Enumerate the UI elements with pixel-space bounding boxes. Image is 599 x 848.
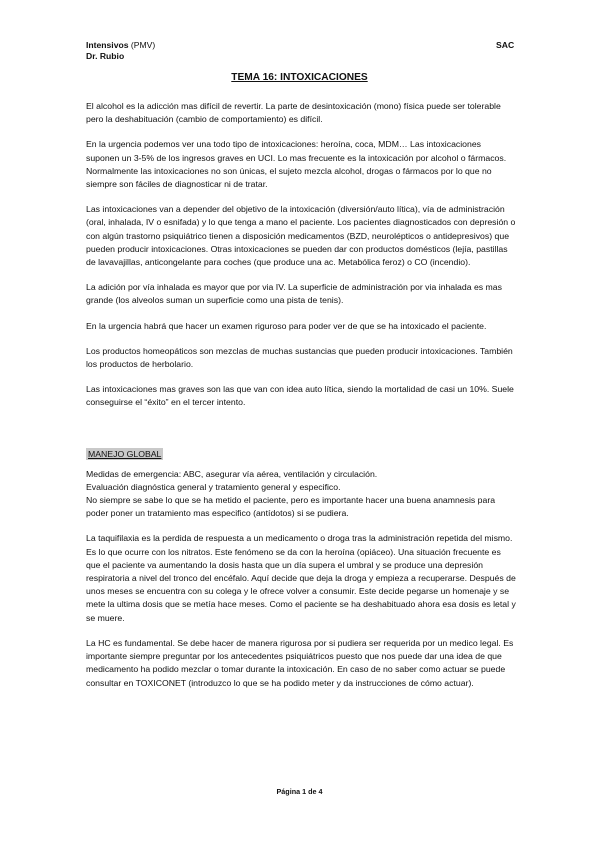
paragraph: La taquifilaxia es la perdida de respuesta a un medicamento o droga tras la administración repetida del mismo. Es lo que ocurre con los nitratos. Este fenómeno se da con la heroína (opiáceo). Una situación frecuente es que el paciente va aumentando la dosis hasta que un día supera el umbral y se produce una depresión respiratoria a nivel del tronco del encéfalo. Aquí decide que deja la droga y empieza a recuperarse. Después de unos meses se encuentra con su colega y le ofrece volver a consumir. Este decide pegarse un homenaje y se mete la ultima dosis que se metía hace meses. Como el paciente se ha deshabituado ahora esa dosis es letal y se muere. — [86, 533, 516, 623]
course-line — [86, 40, 155, 51]
course-name: Intensivos — [86, 40, 129, 50]
paragraph: Los productos homeopáticos son mezclas de muchas sustancias que pueden producir intoxicaciones. También los productos de herbolario. — [86, 345, 513, 370]
paragraph: Las intoxicaciones mas graves son las que van con idea auto lítica, siendo la mortalidad de casi un 10%. Suele conseguirse el “éxito” en el tercer intento. — [86, 384, 514, 408]
paragraph: Medidas de emergencia: ABC, asegurar vía aérea, ventilación y circulación. Evaluación diagnóstica general y tratamiento general y especifico. No siempre se sabe lo que se ha metido el paciente, pero es importante hacer una buena anamnesis para poder poner un tratamiento mas especifico (antídotos) si se pudiera. — [86, 468, 496, 519]
page-header-right: SAC — [496, 40, 515, 50]
paragraph: La HC es fundamental. Se debe hacer de manera rigurosa por si pudiera ser requerida por un medico legal. Es importante siempre preguntar por los antecedentes psiquiátricos puesto que nos puede dar una idea de que medicamento ha podido mezclar o tomar durante la intoxicación. En caso de no saber como actuar se puede consultar en TOXICONET (introduzco lo que se ha podido meter y da instrucciones de cómo actuar). — [86, 637, 514, 688]
paragraph: La adición por vía inhalada es mayor que por via IV. La superficie de administración por via inhalada es mas grande (los alveolos suman un superficie como una pista de tenis). — [86, 282, 502, 306]
course-suffix: (PMV) — [130, 40, 156, 50]
paragraph: El alcohol es la adicción mas difícil de revertir. La parte de desintoxicación (mono) física puede ser tolerable pero la deshabituación (cambio de comportamiento) es difícil. — [86, 101, 501, 125]
paragraph: Las intoxicaciones van a depender del objetivo de la intoxicación (diversión/auto lítica), vía de administración (oral, inhalada, IV o esnifada) y lo que tenga a mano el paciente. Los pacientes diagnosticados con depresión o con algún trastorno psiquiátrico tienen a disposición medicamentos (BZD, neurolépticos o antidepresivos) que pueden producir intoxicaciones. Otras intoxicaciones se pueden dar con productos domésticos (lejía, pastillas de lavavajillas, anticongelante para coches (que produce una ac. Metabólica feroz) o CO (incendio). — [86, 204, 516, 268]
section-heading: MANEJO GLOBAL — [88, 448, 162, 459]
document-title: TEMA 16: INTOXICACIONES — [231, 72, 368, 83]
page-header-left — [86, 40, 155, 62]
paragraph: En la urgencia habrá que hacer un examen riguroso para poder ver de que se ha intoxicado el paciente. — [86, 320, 487, 331]
doctor-name: Dr. Rubio — [86, 51, 125, 61]
page-footer: Página 1 de 4 — [276, 787, 323, 796]
document-body — [86, 100, 516, 702]
paragraph: En la urgencia podemos ver una todo tipo de intoxicaciones: heroína, coca, MDM… Las intoxicaciones suponen un 3-5% de los ingresos graves en UCI. Lo mas frecuente es la intoxicación por alcohol o fármacos. Normalmente las intoxicaciones no son únicas, el sujeto mezcla alcohol, drogas o fármacos por lo que no siempre son fáciles de diagnosticar ni de tratar. — [86, 139, 507, 190]
